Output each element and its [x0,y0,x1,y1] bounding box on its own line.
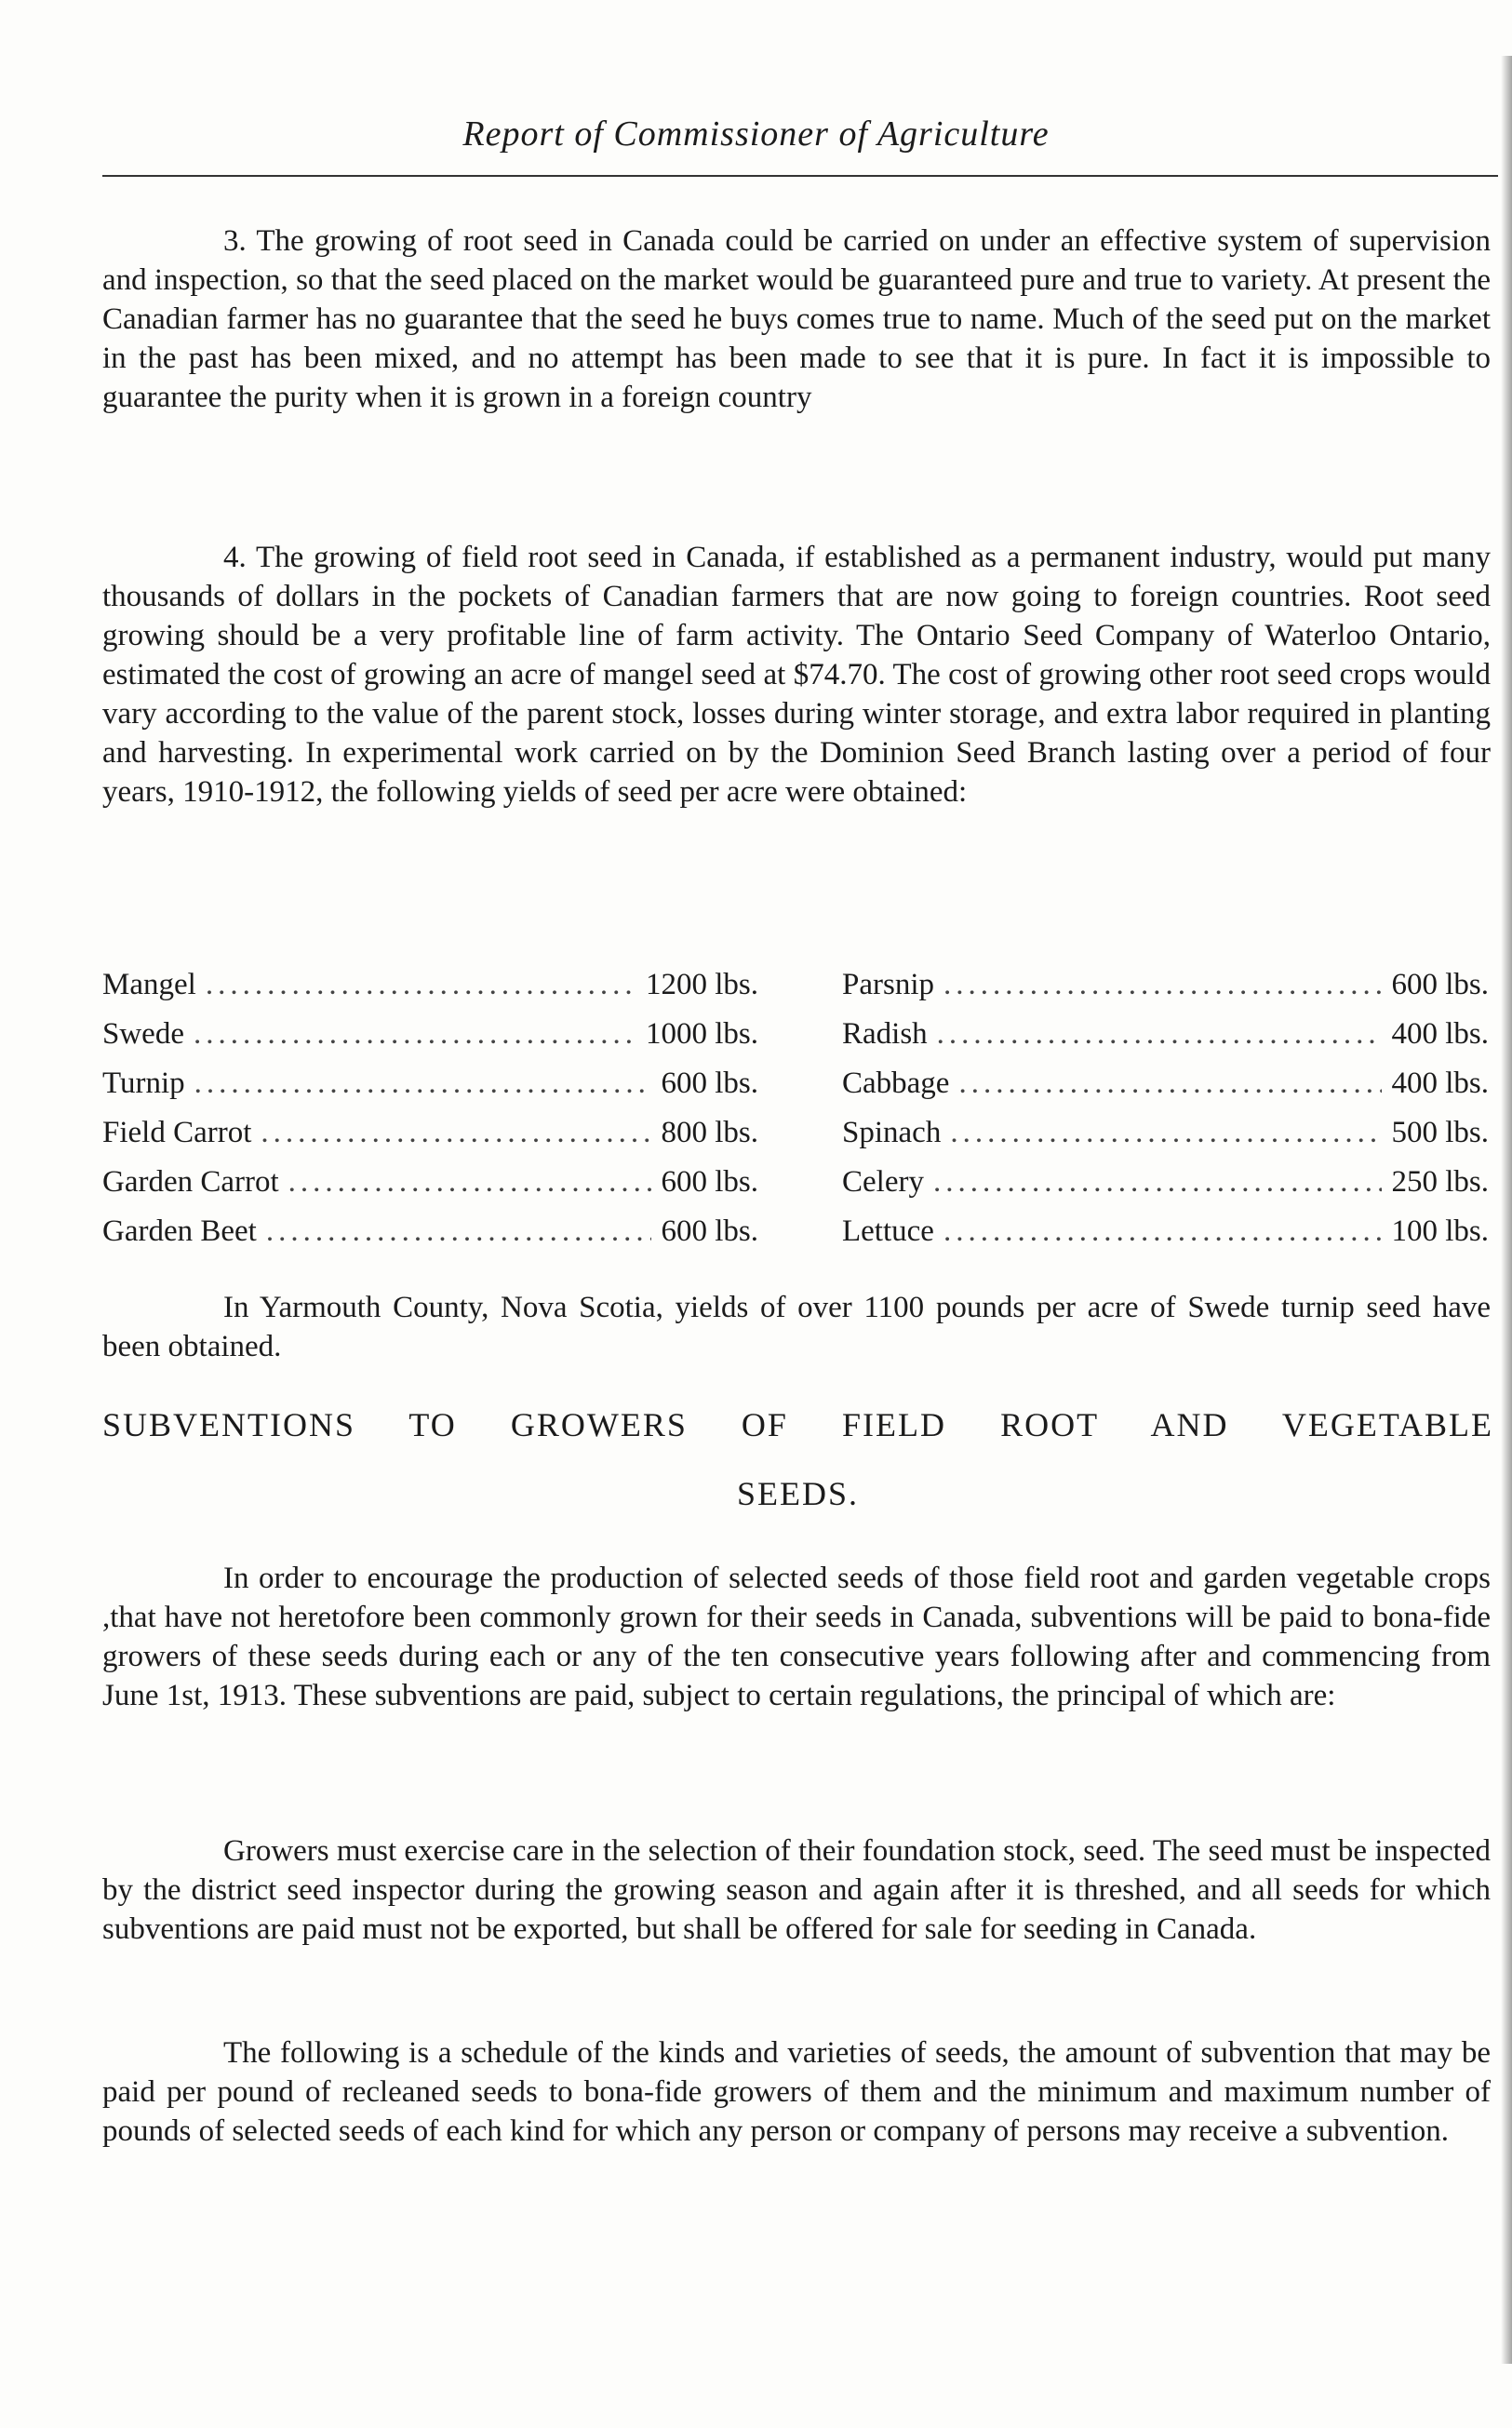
yield-amount: 1200 lbs. [645,968,758,1001]
yield-amount: 600 lbs. [661,1214,758,1248]
leader-dots [958,1066,1382,1101]
yield-crop: Field Carrot [102,1116,252,1149]
paragraph-3: 3. The growing of root seed in Canada could be carried on under an effective system of supervision and inspection, so that the seed placed on the market would be guaranteed pure and true to variety. At present the Canadian farmer has no guarantee that the seed he buys comes true to name. Much of the seed put on the market in the past has been mixed, and no attempt has been made to see that it is pure. In fact it is impossible to guarantee the purity when it is grown in a foreign country [102,224,1491,414]
yield-row [102,968,758,1017]
yield-amount: 400 lbs. [1391,1017,1489,1051]
section-heading-continued: SEEDS. [736,1475,860,1512]
page-spine-shadow [1501,56,1512,2364]
paragraph-schedule: The following is a schedule of the kinds and varieties of seeds, the amount of subvention that may be paid per pound of recleaned seeds to bona-fide growers of them and the minimum and maximum number of pounds of selected seeds of each kind for which any person or company of persons may receive a subvention. [102,2036,1491,2148]
yield-amount: 250 lbs. [1391,1165,1489,1199]
yield-crop: Mangel [102,968,196,1001]
yield-amount: 500 lbs. [1391,1116,1489,1149]
yield-amount: 400 lbs. [1391,1066,1489,1100]
yield-amount: 600 lbs. [661,1165,758,1199]
paragraph-growers: Growers must exercise care in the selection of their foundation stock, seed. The seed must be inspected by the district seed inspector during the growing season and again after it is threshed, and all seeds for which subventions are paid must not be exported, but shall be offered for sale for seeding in Canada. [102,1834,1491,1946]
leader-dots [288,1165,652,1200]
leader-dots [950,1116,1382,1150]
yield-amount: 1000 lbs. [645,1017,758,1051]
paragraph-4: 4. The growing of field root seed in Canada, if established as a permanent industry, would put many thousands of dollars in the pockets of Canadian farmers that are now going to foreign countries. Root seed growing should be a very profitable line of farm activity. The Ontario Seed Company of Waterloo Ontario, estimated the cost of growing an acre of mangel seed at $74.70. The cost of growing other root seed crops would vary according to the value of the parent stock, losses during winter storage, and extra labor required in planting and harvesting. In experimental work carried on by the Dominion Seed Branch lasting over a period of four years, 1910-1912, the following yields of seed per acre were obtained: [102,541,1491,809]
yield-crop: Garden Beet [102,1214,257,1248]
yield-crop: Lettuce [842,1214,934,1248]
running-head: Report of Commissioner of Agriculture [462,114,1050,154]
leader-dots [194,1066,652,1101]
section-heading: SUBVENTIONS TO GROWERS OF FIELD ROOT AND VEGETABLE [102,1406,1493,1443]
yield-amount: 800 lbs. [661,1116,758,1149]
leader-dots [194,1017,636,1052]
leader-dots [261,1116,651,1150]
yield-crop: Celery [842,1165,924,1199]
yield-amount: 600 lbs. [661,1066,758,1100]
yield-row [842,1017,1489,1066]
leader-dots [943,968,1382,1002]
yield-crop: Swede [102,1017,184,1051]
header-rule [102,175,1498,177]
yield-crop: Garden Carrot [102,1165,279,1199]
yield-amount: 100 lbs. [1391,1214,1489,1248]
yield-row [842,1214,1489,1264]
yield-crop: Turnip [102,1066,185,1100]
yield-crop: Radish [842,1017,928,1051]
paragraph-yarmouth: In Yarmouth County, Nova Scotia, yields of over 1100 pounds per acre of Swede turnip seed have been obtained. [102,1291,1491,1363]
leader-dots [266,1214,652,1249]
yield-amount: 600 lbs. [1391,968,1489,1001]
yield-crop: Parsnip [842,968,934,1001]
paragraph-subventions: In order to encourage the production of selected seeds of those field root and garden vegetable crops ,that have not heretofore been commonly grown for their seeds in Canada, subventions will be paid to bona-fide growers of these seeds during each or any of the ten consecutive years following after and commencing from June 1st, 1913. These subventions are paid, subject to certain regulations, the principal of which are: [102,1562,1491,1712]
yield-row [842,1066,1489,1116]
yield-row [842,968,1489,1017]
yield-row [102,1017,758,1066]
yields-column-left [102,968,758,1264]
yield-row [842,1116,1489,1165]
yield-row [102,1066,758,1116]
yields-column-right [842,968,1489,1264]
leader-dots [937,1017,1383,1052]
yield-row [842,1165,1489,1214]
yield-crop: Spinach [842,1116,942,1149]
leader-dots [933,1165,1383,1200]
leader-dots [943,1214,1383,1249]
yield-row [102,1214,758,1264]
yield-row [102,1165,758,1214]
yield-row [102,1116,758,1165]
leader-dots [206,968,636,1002]
yield-crop: Cabbage [842,1066,950,1100]
